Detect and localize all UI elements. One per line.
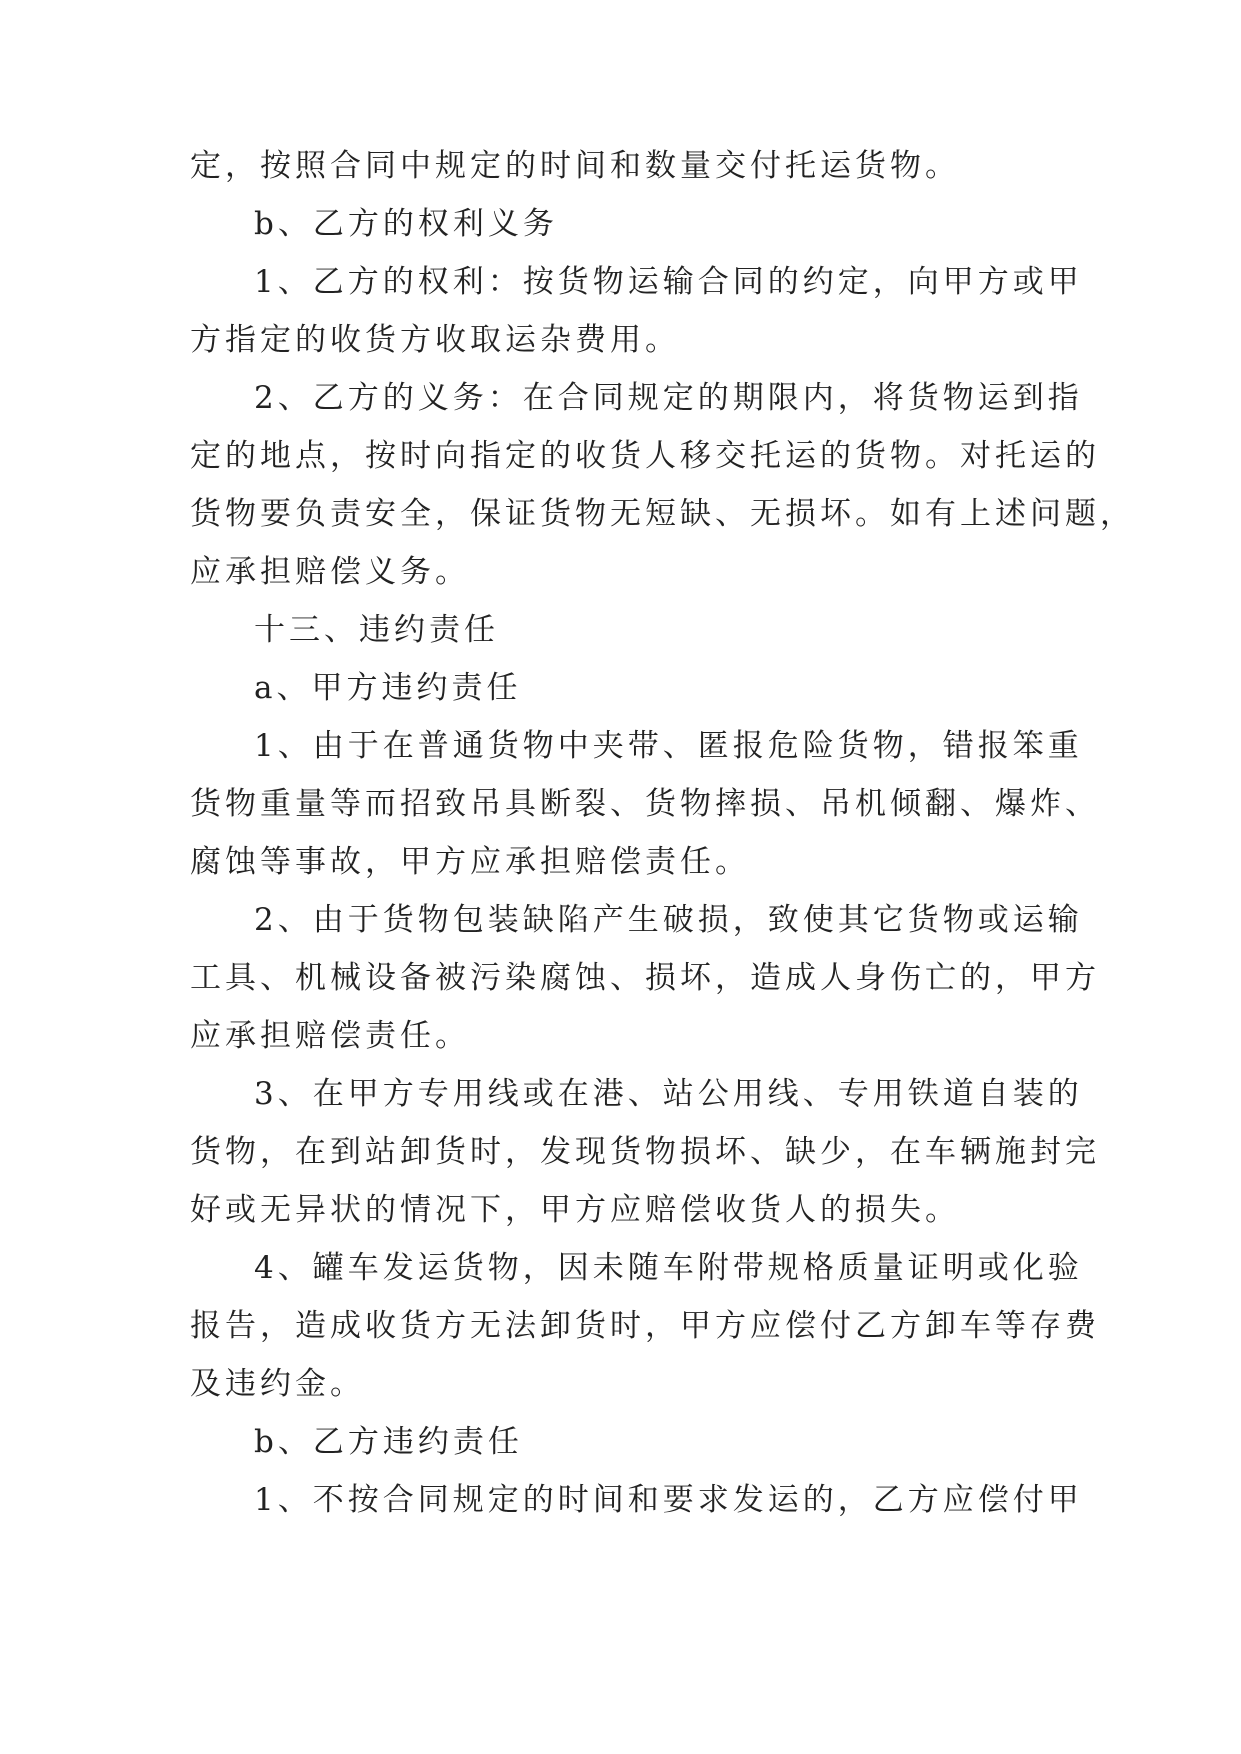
text-line-12: 货物重量等而招致吊具断裂、货物摔损、吊机倾翻、爆炸、 [190,786,1100,822]
text-line-18: 货物，在到站卸货时，发现货物损坏、缺少，在车辆施封完 [190,1134,1100,1170]
text-line-21: 报告，造成收货方无法卸货时，甲方应偿付乙方卸车等存费 [190,1308,1100,1344]
text-line-14: 2、由于货物包装缺陷产生破损，致使其它货物或运输 [254,902,1083,938]
text-line-6: 定的地点，按时向指定的收货人移交托运的货物。对托运的 [190,438,1100,474]
text-line-7: 货物要负责安全，保证货物无短缺、无损坏。如有上述问题， [190,496,1135,532]
text-line-22: 及违约金。 [190,1366,365,1402]
text-line-13: 腐蚀等事故，甲方应承担赔偿责任。 [190,844,750,880]
text-line-3: 1、乙方的权利：按货物运输合同的约定，向甲方或甲 [254,264,1083,300]
text-line-16: 应承担赔偿责任。 [190,1018,470,1054]
text-line-8: 应承担赔偿义务。 [190,554,470,590]
text-line-10: a、甲方违约责任 [254,670,522,706]
text-line-9: 十三、违约责任 [254,612,499,648]
text-line-5: 2、乙方的义务：在合同规定的期限内，将货物运到指 [254,380,1083,416]
text-line-24: 1、不按合同规定的时间和要求发运的，乙方应偿付甲 [254,1482,1083,1518]
text-line-2: b、乙方的权利义务 [254,206,558,242]
text-line-17: 3、在甲方专用线或在港、站公用线、专用铁道自装的 [254,1076,1083,1112]
text-line-11: 1、由于在普通货物中夹带、匿报危险货物，错报笨重 [254,728,1083,764]
text-line-23: b、乙方违约责任 [254,1424,523,1460]
text-line-15: 工具、机械设备被污染腐蚀、损坏，造成人身伤亡的，甲方 [190,960,1100,996]
text-line-19: 好或无异状的情况下，甲方应赔偿收货人的损失。 [190,1192,960,1228]
text-line-4: 方指定的收货方收取运杂费用。 [190,322,680,358]
text-line-1: 定，按照合同中规定的时间和数量交付托运货物。 [190,148,960,184]
text-line-20: 4、罐车发运货物，因未随车附带规格质量证明或化验 [254,1250,1083,1286]
